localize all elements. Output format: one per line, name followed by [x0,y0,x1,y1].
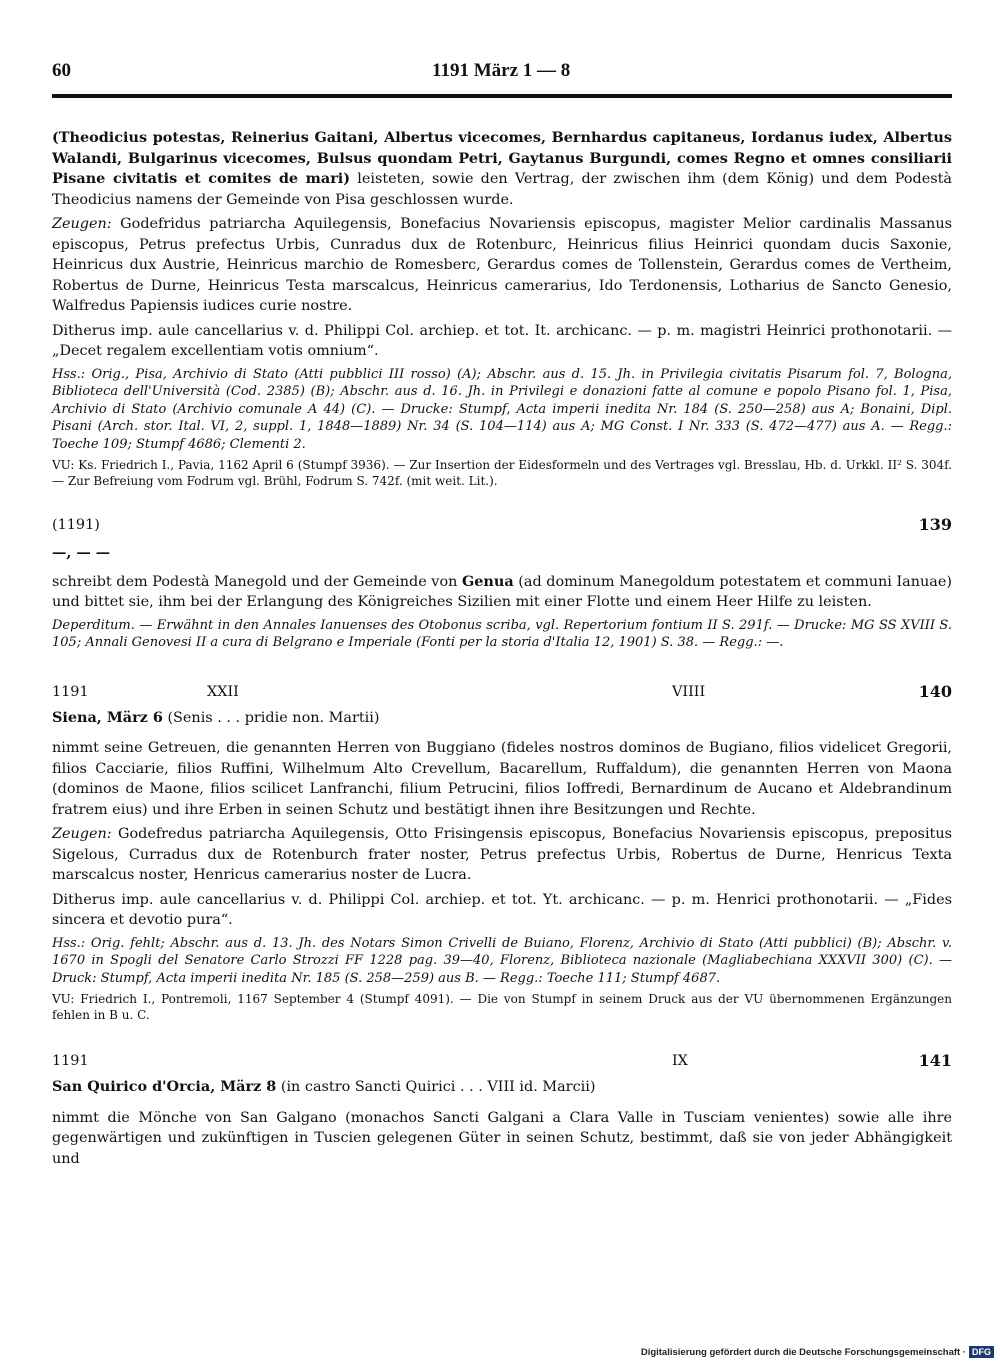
entry-140-place: Siena, März 6 (Senis . . . pridie non. Martii) [52,708,380,726]
entry-141-number: 141 [918,1051,952,1070]
entry-138-chancery: Ditherus imp. aule cancellarius v. d. Philippi Col. archiep. et tot. It. archicanc. — p. m. magistri Heinrici prothonotarii. — „Decet regalem excellentiam votis omnium“. [52,322,952,359]
dfg-logo: DFG [969,1346,994,1358]
entry-140-regnal: VIIII [672,683,706,700]
entry-140-year: 1191 [52,683,89,700]
entry-140-vu: VU: Friedrich I., Pontremoli, 1167 September 4 (Stumpf 4091). — Die von Stumpf in seinem Druck aus der VU übernommenen Ergänzungen fehlen in B u. C. [52,992,952,1022]
entry-138-witnesses: Zeugen: Godefridus patriarcha Aquilegensis, Bonefacius Novariensis episcopus, magister Melior cardinalis Massanus episcopus, Petrus prefectus Urbis, Cunradus dux de Rotenburc, Heinricus filius Heinrici quondam ducis Saxonie, Heinricus dux Austrie, Heinricus marchio de Romesberc, Gerardus comes de Tollenstein, Gerardus comes de Vertheim, Robertus de Durne, Heinricus Testa marscalcus, Heinricus camerarius, Ido Terdonensis, Lotharius de Sancto Genesio, Walfredus Papiensis iudices curie nostre. [52,216,952,314]
entry-138-body: (Theodicius potestas, Reinerius Gaitani, Albertus vicecomes, Bernhardus capitaneus, Iordanus iudex, Albertus Walandi, Bulgarinus vicecomes, Bulsus quondam Petri, Gaytanus Burgundi, comes Regno et omnes consiliarii Pisane civitatis et comites de mari) leisteten, sowie den Vertrag, der zwischen ihm (dem König) und dem Podestà Theodicius namens der Gemeinde von Pisa geschlossen wurde. [52,129,952,208]
entry-138-sources: Hss.: Orig., Pisa, Archivio di Stato (Atti pubblici III rosso) (A); Abschr. aus d. 15. Jh. in Privilegia civitatis Pisarum fol. 7, Bologna, Biblioteca dell'Università (Cod. 2385) (B); Abschr. aus d. 16. Jh. in Privilegi e donazioni fatte al comune e popolo Pisano fol. 1, Pisa, Archivio di Stato (Archivio comunale A 44) (C). — Drucke: Stumpf, Acta imperii inedita Nr. 184 (S. 250—258) aus A; Bonaini, Dipl. Pisani (Arch. stor. Ital. VI, 2, suppl. 1, 1848—1889) Nr. 34 (S. 104—114) aus A; MG Const. I Nr. 333 (S. 472—477) aus A. — Regg.: Toeche 109; Stumpf 4686; Clementi 2. [52,366,952,452]
entry-139-date: (1191) [52,517,100,533]
entry-140-heading [52,682,952,702]
entry-139-body: schreibt dem Podestà Manegold und der Gemeinde von Genua (ad dominum Manegoldum potestatem et communi Ianuae) und bittet sie, ihm bei der Erlangung des Königreiches Sizilien mit einer Flotte und einem Heer Hilfe zu leisten. [52,572,953,610]
entry-140-number: 140 [918,681,952,701]
entry-141-place: San Quirico d'Orcia, März 8 (in castro Sancti Quirici . . . VIII id. Marcii) [52,1078,596,1095]
page-title: 1191 März 1 — 8 [432,60,571,81]
footer-text: Digitalisierung gefördert durch die Deutsche Forschungsgemeinschaft · [640,1346,966,1358]
entry-141-year: 1191 [52,1053,89,1069]
entry-139-heading [52,515,952,535]
entry-139-number: 139 [918,515,952,534]
entry-140-indiction: XXII [207,683,239,700]
entry-140-body: nimmt seine Getreuen, die genannten Herren von Buggiano (fideles nostros dominos de Bugiano, filios videlicet Gregorii, filios Cacciarie, filios Ruffini, Wilhelmum Alto Crevellum, Bacarellum, Ruffaldum), die genannten Herren von Maona (dominos de Maone, filios scilicet Lanfranchi, filium Petrucini, filios Ioffredi, Bernardinum de Aucano et Aldebrandinum fratrem eius) und ihre Erben in seinen Schutz und bestätigt ihnen ihre Besitzungen und Rechte. [52,740,952,818]
entry-139-place: —, — — [52,544,111,561]
entry-138-vu: VU: Ks. Friedrich I., Pavia, 1162 April 6 (Stumpf 3936). — Zur Insertion der Eidesformeln und des Vertrages vgl. Bresslau, Hb. d. Urkkl. II² S. 304f. — Zur Befreiung vom Fodrum vgl. Brühl, Fodrum S. 742f. (mit weit. Lit.). [52,458,952,488]
entry-140-sources: Hss.: Orig. fehlt; Abschr. aus d. 13. Jh. des Notars Simon Crivelli de Buiano, Florenz, Archivio di Stato (Atti pubblici) (B); Abschr. v. 1670 in Spogli del Senatore Carlo Strozzi FF 1228 pag. 39—40, Florenz, Biblioteca nazionale (Magliabechiana XXXVII 300) (C). — Druck: Stumpf, Acta imperii inedita Nr. 185 (S. 258—259) aus B. — Regg.: Toeche 111; Stumpf 4687. [52,935,952,986]
dfg-footer [641,1346,994,1358]
entry-141-body: nimmt die Mönche von San Galgano (monachos Sancti Galgani a Clara Valle in Tusciam venientes) sowie alle ihre gegenwärtigen und zukünftigen in Tuscien gelegenen Güter in seinen Schutz, bestimmt, daß sie von jeder Abhängigkeit und [52,1109,952,1167]
entry-140-witnesses: Zeugen: Godefredus patriarcha Aquilegensis, Otto Frisingensis episcopus, Bonefacius Novariensis episcopus, prepositus Sigelous, Curradus dux de Rotenburch frater noster, Petrus prefectus Urbis, Robertus de Durne, Henricus Texta marscalcus noster, Henricus camerarius noster de Lucra. [52,826,952,883]
document-page [52,60,952,1169]
entry-141-regnal: IX [672,1053,688,1069]
entry-141-heading [52,1051,952,1071]
entry-139-notes: Deperditum. — Erwähnt in den Annales Ianuenses des Otobonus scriba, vgl. Repertorium fontium II S. 291f. — Drucke: MG SS XVIII S. 105; Annali Genovesi II a cura di Belgrano e Imperiale (Fonti per la storia d'Italia 12, 1901) S. 38. — Regg.: —. [52,617,952,650]
page-number: 60 [52,60,71,81]
page-header [52,60,952,90]
entry-140-chancery: Ditherus imp. aule cancellarius v. d. Philippi Col. archiep. et tot. Yt. archicanc. — p. m. Henrici prothonotarii. — „Fides sincera et devotio pura“. [52,891,952,928]
